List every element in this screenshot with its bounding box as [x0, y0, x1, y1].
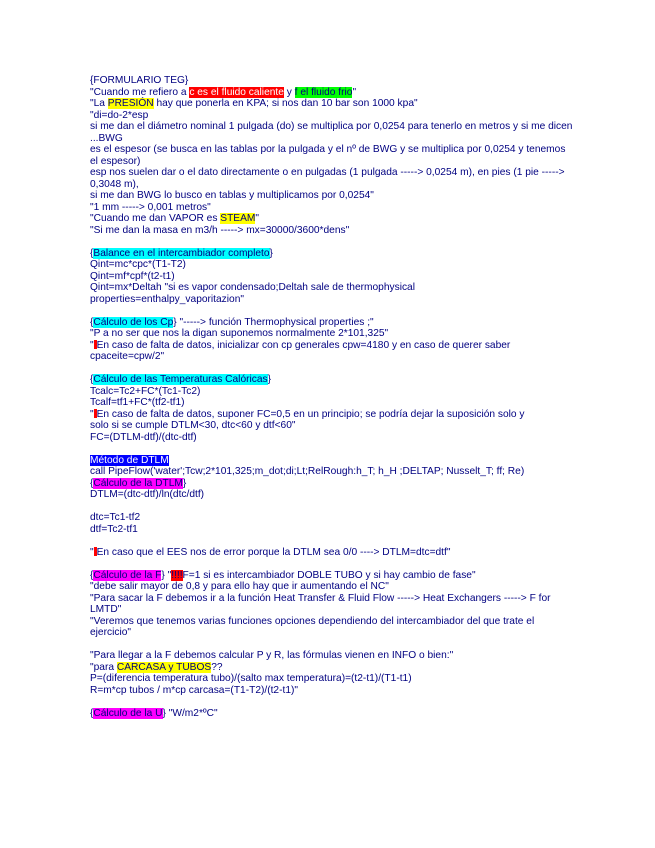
spacer: [90, 305, 575, 317]
spacer: [90, 558, 575, 570]
text: ": [90, 546, 94, 558]
line-qint-f: Qint=mf*cpf*(t2-t1): [90, 270, 175, 282]
spacer: [90, 696, 575, 708]
brace: {: [90, 707, 94, 719]
text: y: [283, 86, 295, 98]
line-steam: [90, 213, 575, 225]
brace: }: [267, 374, 272, 385]
line-dtlm-error: [90, 547, 575, 559]
highlight-balance: Balance en el intercambiador completo: [93, 247, 270, 259]
line-pipeflow: call PipeFlow('water';Tcw;2*101,325;m_dot;di;Lt;RelRough:h_T; h_H ;DELTAP; Nusselt_T; ff; Re): [90, 466, 525, 477]
text: ": [352, 86, 357, 98]
highlight-steam: STEAM: [220, 213, 256, 224]
highlight-calc-f: Cálculo de la F: [93, 569, 162, 581]
dtlm-calc-heading: [90, 478, 575, 490]
line-espesor: es el espesor (se busca en las tablas por la pulgada y el nº de BWG y se multiplica por 0,0254 y tenemos el espesor): [90, 144, 566, 167]
line-qint-c: Qint=mc*cpc*(T1-T2): [90, 259, 186, 270]
spacer: [90, 363, 575, 375]
line-qint-x: Qint=mx*Deltah "si es vapor condensado;Deltah sale de thermophysical properties=enthalpy_vaporitazion": [90, 282, 415, 305]
highlight-temperaturas: Cálculo de las Temperaturas Calóricas: [93, 374, 268, 385]
text: ": [255, 213, 260, 224]
line-pressure: [90, 98, 575, 110]
spacer: [90, 443, 575, 455]
cp-heading: [90, 317, 575, 329]
line-p-formula: P=(diferencia temperatura tubo)/(salto max temperatura)=(t2-t1)/(T1-t1): [90, 673, 412, 684]
text: En caso que el EES nos de error porque la DTLM sea 0/0 ----> DTLM=dtc=dtf": [96, 546, 451, 558]
spacer: [90, 535, 575, 547]
brace: }: [269, 247, 273, 259]
text: ": [90, 408, 94, 420]
line-carcasa: [90, 662, 575, 674]
line-masa: "Si me dan la masa en m3/h -----> mx=30000/3600*dens": [90, 224, 350, 236]
text: ??: [211, 661, 223, 673]
line-nc: "debe salir mayor de 0,8 y para ello hay que ir aumentando el NC": [90, 581, 389, 592]
line-funciones: "Veremos que tenemos varias funciones opciones dependiendo del intercambiador del que trate el ejercicio": [90, 615, 535, 638]
highlight-presion: PRESIÓN: [107, 98, 154, 109]
text: F=1 si es intercambiador DOBLE TUBO y si hay cambio de fase": [182, 569, 476, 581]
text: "para: [90, 661, 117, 673]
highlight-hot-fluid: c es el fluido caliente: [189, 86, 284, 98]
line-fc-falta: [90, 409, 530, 432]
warning-marker: !!!!: [171, 569, 183, 581]
highlight-calc-u: Cálculo de la U: [93, 707, 163, 719]
line-mm: "1 mm -----> 0,001 metros": [90, 201, 211, 213]
line-f-lmtd: "Para sacar la F debemos ir a la función Heat Transfer & Fluid Flow -----> Heat Exchangers -----> F for LMTD": [90, 592, 551, 615]
formulario-title: {FORMULARIO TEG}: [90, 75, 189, 86]
balance-heading: [90, 248, 575, 260]
line-p: "P a no ser que nos la digan suponemos normalmente 2*101,325": [90, 328, 389, 339]
brace: {: [90, 569, 94, 581]
f-heading: [90, 570, 575, 582]
line-fc: FC=(DTLM-dtf)/(dtc-dtf): [90, 431, 197, 443]
line-dtf: dtf=Tc2-tf1: [90, 523, 138, 535]
highlight-metodo-dtlm: Método de DTLM: [90, 454, 169, 466]
highlight-carcasa-tubos: CARCASA y TUBOS: [116, 661, 212, 673]
brace: } ": [161, 569, 172, 581]
text: En caso de falta de datos, inicializar con cp generales cpw=4180 y en caso de querer saber cpaceite=cpw/2": [90, 339, 511, 362]
text: hay que ponerla en KPA; si nos dan 10 bar son 1000 kpa": [153, 98, 418, 109]
text: "Cuando me dan VAPOR es: [90, 213, 221, 224]
highlight-calc-dtlm: Cálculo de la DTLM: [93, 477, 183, 489]
brace: }: [182, 477, 187, 489]
spacer: [90, 236, 575, 248]
text: "La: [90, 98, 108, 109]
line-p-r: "Para llegar a la F debemos calcular P y R, las fórmulas vienen en INFO o bien:": [90, 650, 454, 661]
brace: {: [90, 374, 94, 385]
line-tcalc: Tcalc=Tc2+FC*(Tc1-Tc2): [90, 385, 201, 397]
line-tcalf: Tcalf=tf1+FC*(tf2-tf1): [90, 397, 185, 408]
temp-heading: [90, 374, 575, 386]
text: ": [90, 339, 94, 351]
highlight-cold-fluid: f el fluido frio: [294, 86, 353, 98]
line-cp-falta: [90, 340, 550, 363]
line-r-formula: R=m*cp tubos / m*cp carcasa=(T1-T2)/(t2-t1)": [90, 684, 298, 696]
line-diametro: si me dan el diámetro nominal 1 pulgada (do) se multiplica por 0,0254 para tenerlo en metros y si me dicen ...BWG: [90, 121, 573, 144]
line-esp-dato: esp nos suelen dar o el dato directamente o en pulgadas (1 pulgada -----> 0,0254 m), en pies (1 pie -----> 0,3048 m),: [90, 167, 565, 190]
brace: } "W/m2*ºC": [162, 707, 218, 719]
highlight-cp: Cálculo de los Cp: [93, 316, 174, 328]
brace: {: [90, 316, 94, 328]
line-dtc: dtc=Tc1-tf2: [90, 512, 141, 523]
line-dtlm: DTLM=(dtc-dtf)/ln(dtc/dtf): [90, 489, 205, 500]
document-content: [90, 75, 575, 719]
brace: {: [90, 247, 94, 259]
u-heading: [90, 708, 575, 720]
brace: {: [90, 477, 94, 489]
spacer: [90, 639, 575, 651]
brace: } "-----> función Thermophysical properties ;": [173, 316, 374, 328]
text: "Cuando me refiero a: [90, 86, 190, 98]
line-bwg: si me dan BWG lo busco en tablas y multiplicamos por 0,0254": [90, 190, 374, 201]
line-di: "di=do-2*esp: [90, 109, 149, 121]
text: En caso de falta de datos, suponer FC=0,5 en un principio; se podría dejar la suposición solo y solo si se cumple DTLM<30, dtc<60 y dtf<60": [90, 408, 525, 431]
spacer: [90, 501, 575, 513]
dtlm-method-heading: [90, 455, 575, 467]
line-fluids: [90, 87, 575, 99]
